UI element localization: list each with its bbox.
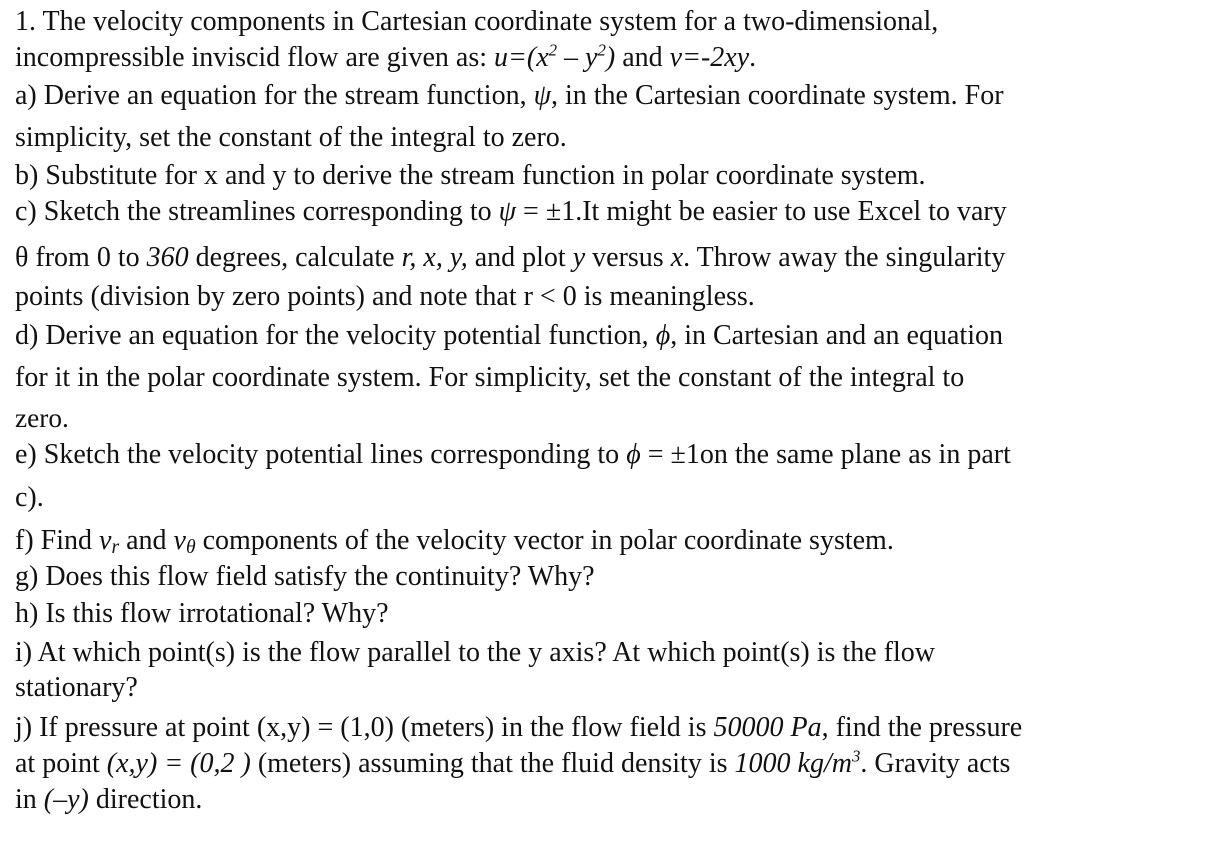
subscript-theta: θ	[185, 536, 196, 558]
part-d-text: for it in the polar coordinate system. For simplicity, set the constant of the integral to	[15, 362, 965, 393]
part-c-text: c) Sketch the streamlines corresponding to	[15, 196, 499, 227]
part-j-text: in	[15, 784, 44, 815]
part-d-line-3	[15, 402, 69, 434]
part-c-text: degrees, calculate	[188, 242, 402, 273]
intro-text: incompressible inviscid flow are given as:	[15, 42, 494, 73]
part-a-text: simplicity, set the constant of the integral to zero.	[15, 122, 567, 153]
part-c-text: versus	[585, 242, 671, 273]
part-e-text: c).	[15, 482, 44, 513]
part-g-line-1	[15, 561, 595, 593]
part-j-text: j) If pressure at point (x,y) = (1,0) (meters) in the flow field is	[15, 712, 714, 743]
part-c-text: It might be easier to use Excel to vary	[582, 196, 1007, 227]
psi-value: = ±1.	[516, 196, 583, 227]
part-c-text: points (division by zero points) and note that r < 0 is meaningless.	[15, 281, 755, 312]
part-d-line-1	[15, 320, 1003, 352]
part-h-text: h) Is this flow irrotational? Why?	[15, 598, 389, 629]
subscript-r: r	[111, 536, 120, 558]
v-theta-symbol: v	[173, 525, 186, 556]
point-coordinates: (x,y) = (0,2 )	[106, 748, 251, 779]
variables: r, x, y,	[401, 242, 468, 273]
part-e-text: on the same plane as in part	[699, 439, 1011, 470]
gravity-direction: (–y)	[43, 784, 89, 815]
part-j-text: , find the pressure	[821, 712, 1023, 743]
variable-x: x	[670, 242, 684, 273]
part-i-line-2	[15, 672, 138, 704]
part-j-text: at point	[15, 748, 107, 779]
part-f-text: components of the velocity vector in polar coordinate system.	[195, 525, 894, 556]
u-expression: )	[605, 42, 616, 73]
psi-symbol: ψ	[533, 80, 551, 111]
u-expression: – y	[557, 42, 598, 73]
v-expression: v=-2xy	[669, 42, 750, 73]
u-expression: u=(x	[494, 42, 549, 73]
part-e-line-2	[15, 482, 44, 514]
part-e-text: e) Sketch the velocity potential lines corresponding to	[15, 439, 627, 470]
exponent: 2	[548, 40, 558, 60]
part-j-text: (meters) assuming that the fluid density is	[250, 748, 735, 779]
part-c-line-2	[15, 242, 1005, 274]
part-i-line-1	[15, 637, 935, 669]
part-a-text: a) Derive an equation for the stream function,	[15, 80, 534, 111]
intro-line-2	[15, 42, 756, 74]
part-a-line-2	[15, 122, 567, 154]
part-c-text: and plot	[467, 242, 573, 273]
part-d-text: zero.	[15, 403, 69, 433]
part-c-text: . Throw away the singularity	[683, 242, 1006, 273]
part-h-line-1	[15, 598, 389, 630]
part-d-text: d) Derive an equation for the velocity potential function,	[15, 320, 656, 351]
psi-symbol: ψ	[498, 196, 517, 227]
part-j-text: direction.	[88, 784, 203, 815]
part-f-text: f) Find	[15, 525, 99, 556]
part-d-text: , in Cartesian and an equation	[670, 320, 1003, 351]
part-j-text: . Gravity acts	[860, 748, 1011, 779]
part-d-line-2	[15, 362, 964, 394]
phi-symbol: ϕ	[626, 439, 641, 470]
exponent: 2	[597, 40, 606, 60]
part-c-line-1	[15, 196, 1007, 228]
part-f-text: and	[119, 525, 174, 556]
exponent: 3	[851, 746, 861, 766]
density-value: 1000 kg/m	[734, 748, 852, 779]
intro-text: and	[615, 42, 670, 73]
part-j-line-3	[15, 784, 202, 816]
part-i-text: i) At which point(s) is the flow parallel to the y axis? At which point(s) is the flow	[15, 637, 935, 668]
part-a-text: , in the Cartesian coordinate system. For	[550, 80, 1004, 111]
intro-line-1	[15, 6, 938, 38]
pressure-value: 50000 Pa	[713, 712, 822, 743]
part-i-text: stationary?	[15, 672, 138, 703]
part-j-line-2	[15, 748, 1010, 780]
part-e-line-1	[15, 439, 1011, 471]
part-c-text: θ from 0 to	[15, 242, 147, 273]
part-g-text: g) Does this flow field satisfy the continuity? Why?	[15, 561, 595, 592]
phi-symbol: ϕ	[655, 320, 671, 351]
intro-text: 1. The velocity components in Cartesian coordinate system for a two-dimensional,	[15, 6, 939, 37]
degrees-value: 360	[146, 242, 189, 273]
v-r-symbol: v	[99, 525, 112, 556]
variable-y: y	[572, 242, 586, 273]
phi-value: = ±1	[640, 439, 700, 470]
part-a-line-1	[15, 80, 1004, 112]
part-b-line-1	[15, 160, 926, 192]
part-j-line-1	[15, 712, 1022, 744]
part-f-line-1	[15, 525, 894, 557]
part-c-line-3	[15, 281, 755, 313]
intro-text: .	[749, 42, 757, 73]
part-b-text: b) Substitute for x and y to derive the stream function in polar coordinate system.	[15, 160, 926, 191]
